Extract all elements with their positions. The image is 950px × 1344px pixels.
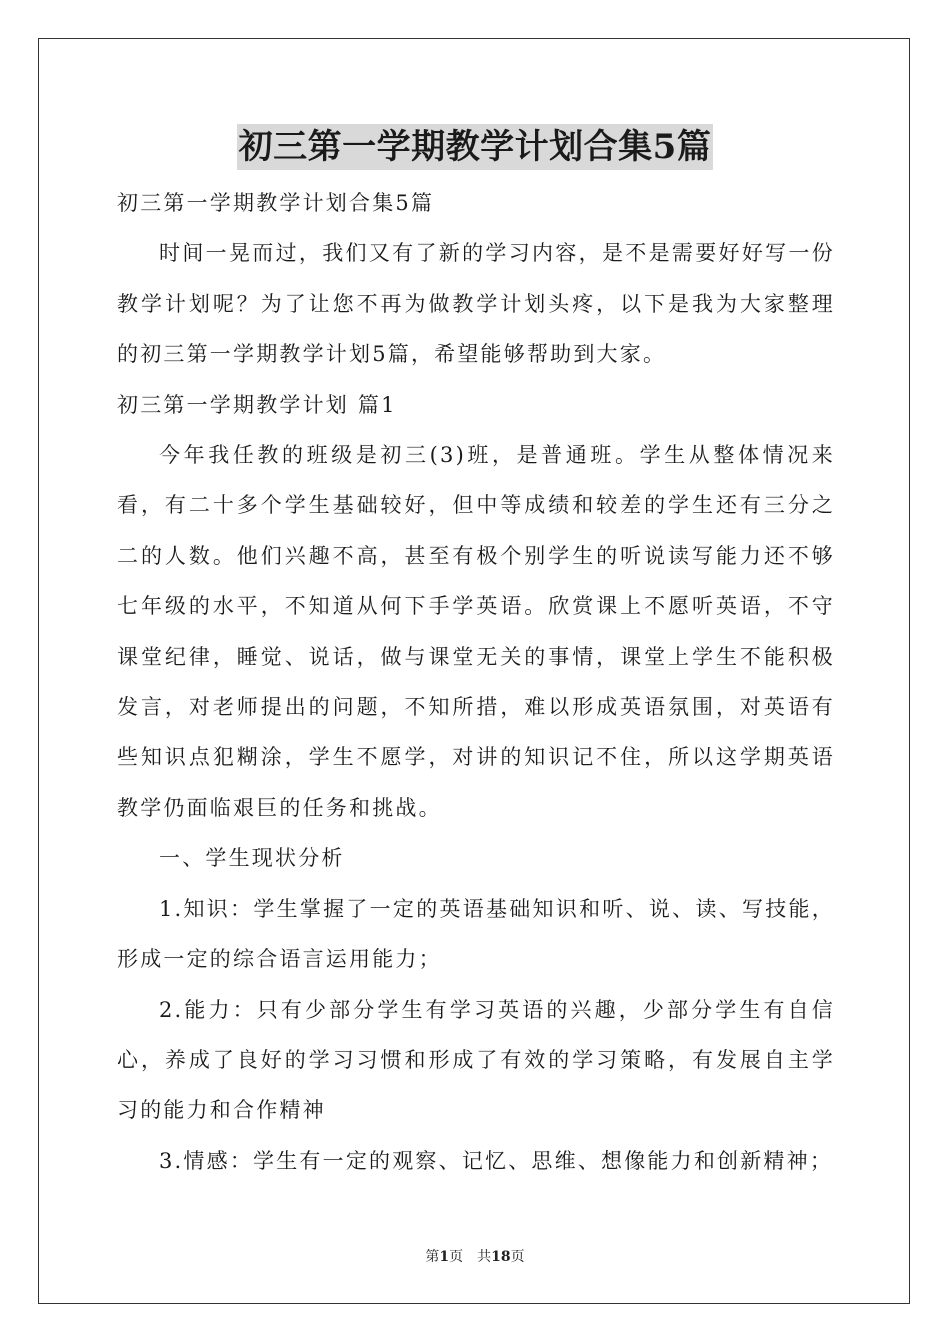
document-body (117, 178, 835, 1186)
paragraph: 1.知识：学生掌握了一定的英语基础知识和听、说、读、写技能，形成一定的综合语言运用能力； (117, 896, 835, 972)
paragraph: 初三第一学期教学计划合集5篇 (117, 191, 435, 215)
page-total: 18 (491, 1249, 511, 1265)
document-title: 初三第一学期教学计划合集5篇 (237, 124, 714, 170)
page-current: 1 (439, 1249, 450, 1265)
title-container (0, 124, 950, 170)
paragraph: 今年我任教的班级是初三(3)班，是普通班。学生从整体情况来看，有二十多个学生基础较好，但中等成绩和较差的学生还有三分之二的人数。他们兴趣不高，甚至有极个别学生的听说读写能力还不够七年级的水平，不知道从何下手学英语。欣赏课上不愿听英语，不守课堂纪律，睡觉、说话，做与课堂无关的事情，课堂上学生不能积极发言，对老师提出的问题，不知所措，难以形成英语氛围，对英语有些知识点犯糊涂，学生不愿学，对讲的知识记不住，所以这学期英语教学仍面临艰巨的任务和挑战。 (117, 443, 835, 820)
page-prefix: 第 (425, 1249, 440, 1265)
section-heading: 初三第一学期教学计划 篇1 (117, 392, 397, 417)
paragraph: 时间一晃而过，我们又有了新的学习内容，是不是需要好好写一份教学计划呢？为了让您不再为做教学计划头疼，以下是我为大家整理的初三第一学期教学计划5篇，希望能够帮助到大家。 (117, 241, 835, 367)
total-prefix: 共 (477, 1249, 492, 1265)
total-suffix: 页 (510, 1249, 525, 1265)
page-suffix: 页 (449, 1249, 464, 1265)
paragraph: 2.能力：只有少部分学生有学习英语的兴趣，少部分学生有自信心，养成了良好的学习习惯和形成了有效的学习策略，有发展自主学习的能力和合作精神 (117, 997, 835, 1123)
paragraph: 3.情感：学生有一定的观察、记忆、思维、想像能力和创新精神； (159, 1148, 834, 1173)
page-footer (0, 1248, 950, 1266)
subsection-heading: 一、学生现状分析 (159, 846, 345, 871)
